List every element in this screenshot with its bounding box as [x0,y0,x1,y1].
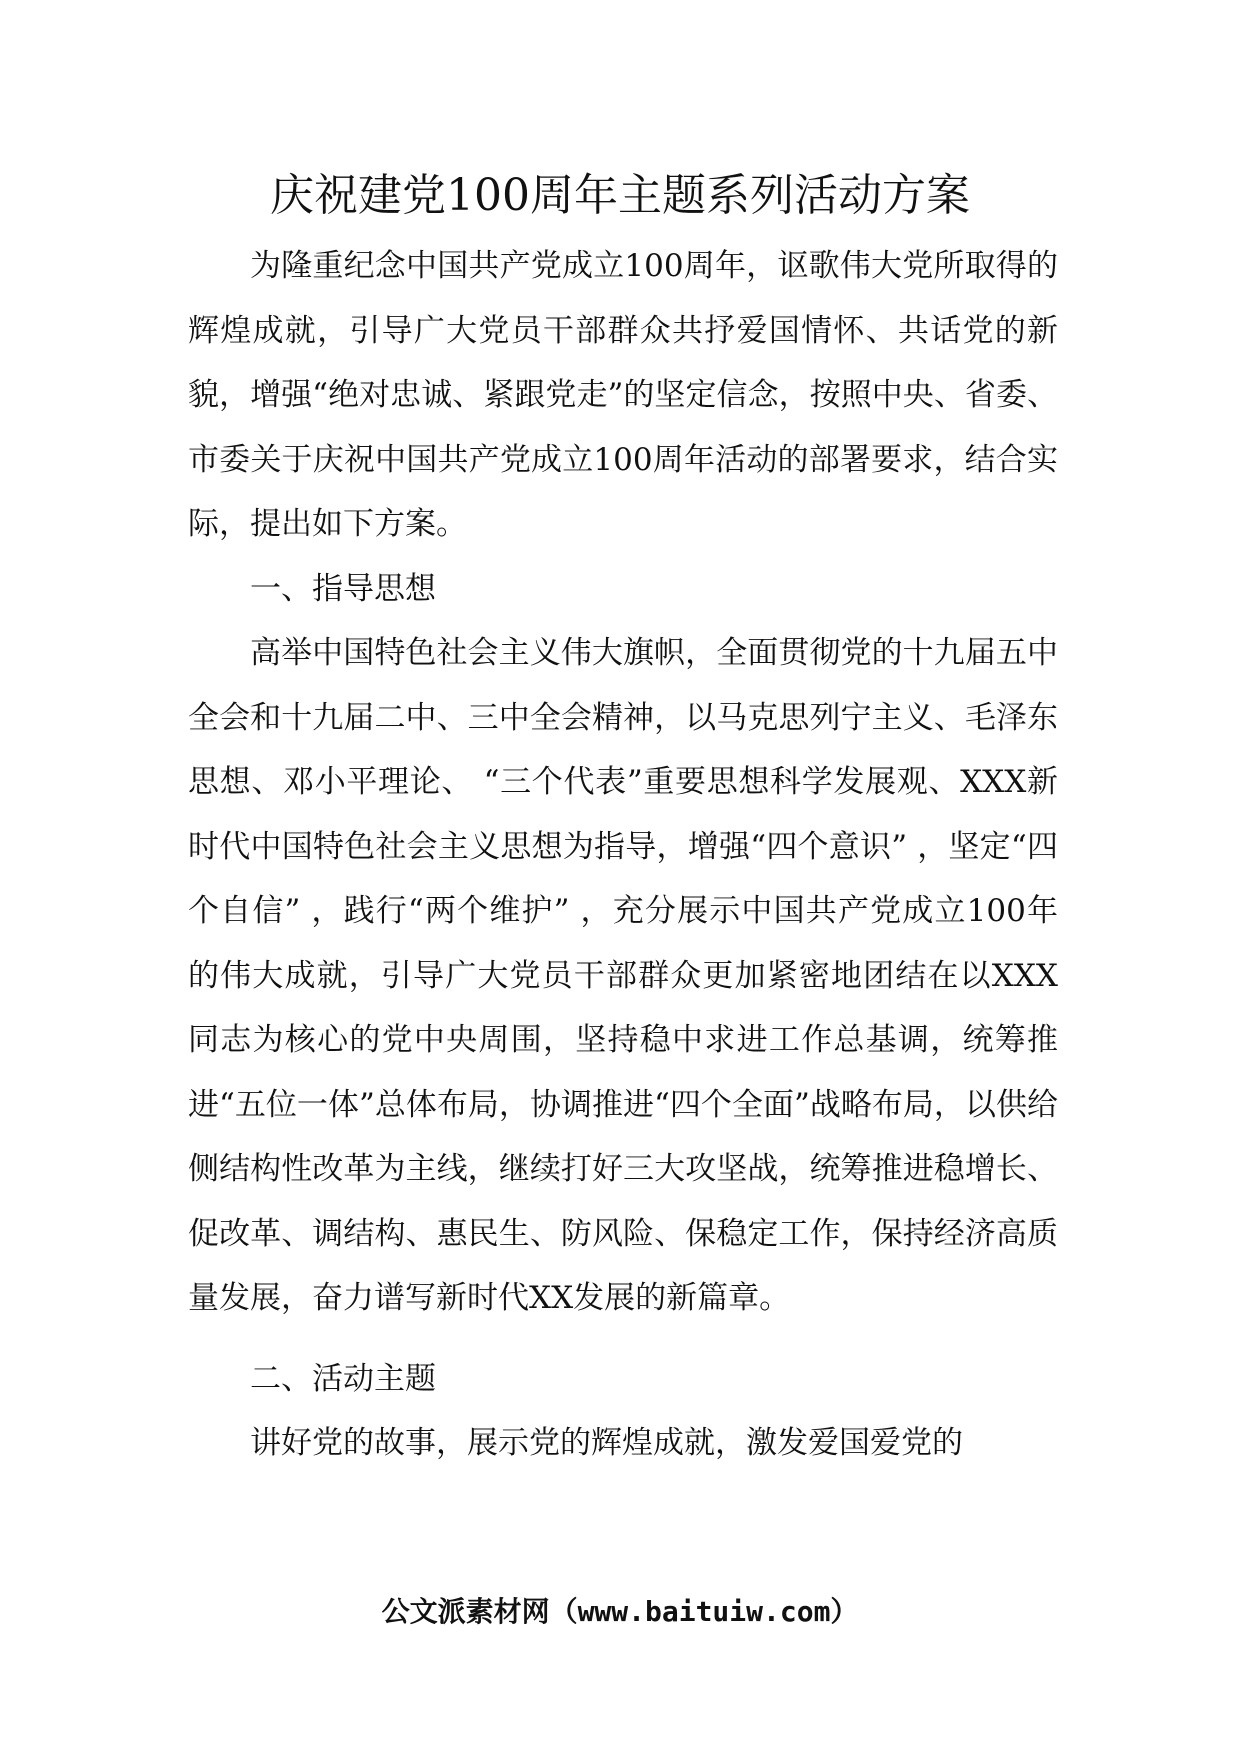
footer-watermark: 公文派素材网（www.baituiw.com） [381,1595,859,1628]
section-heading-guiding-ideology: 一、指导思想 [250,570,436,607]
section-heading-activity-theme: 二、活动主题 [250,1360,436,1397]
document-body [188,234,1058,1476]
section-body-activity-theme: 讲好党的故事，展示党的辉煌成就，激发爱国爱党的 [250,1425,963,1461]
document-title: 庆祝建党100周年主题系列活动方案 [270,170,970,221]
section-spacer [188,1331,1058,1347]
section-body-guiding-ideology: 高举中国特色社会主义伟大旗帜，全面贯彻党的十九届五中全会和十九届二中、三中全会精神，以马克思列宁主义、毛泽东思想、邓小平理论、 “三个代表”重要思想科学发展观、XXX新时代中国特色社会主义思想为指导，增强“四个意识” ，坚定“四个自信” ，践行“两个维护” ，充分展示中国共产党成立100年的伟大成就，引导广大党员干部群众更加紧密地团结在以XXX同志为核心的党中央周围，坚持稳中求进工作总基调，统筹推进“五位一体”总体布局，协调推进“四个全面”战略布局，以供给侧结构性改革为主线，继续打好三大攻坚战，统筹推进稳增长、促改革、调结构、惠民生、防风险、保稳定工作，保持经济高质量发展，奋力谱写新时代XX发展的新篇章。 [188,635,1058,1316]
intro-paragraph: 为隆重纪念中国共产党成立100周年，讴歌伟大党所取得的辉煌成就，引导广大党员干部群众共抒爱国情怀、共话党的新貌，增强“绝对忠诚、紧跟党走”的坚定信念，按照中央、省委、市委关于庆祝中国共产党成立100周年活动的部署要求，结合实际，提出如下方案。 [188,248,1058,542]
